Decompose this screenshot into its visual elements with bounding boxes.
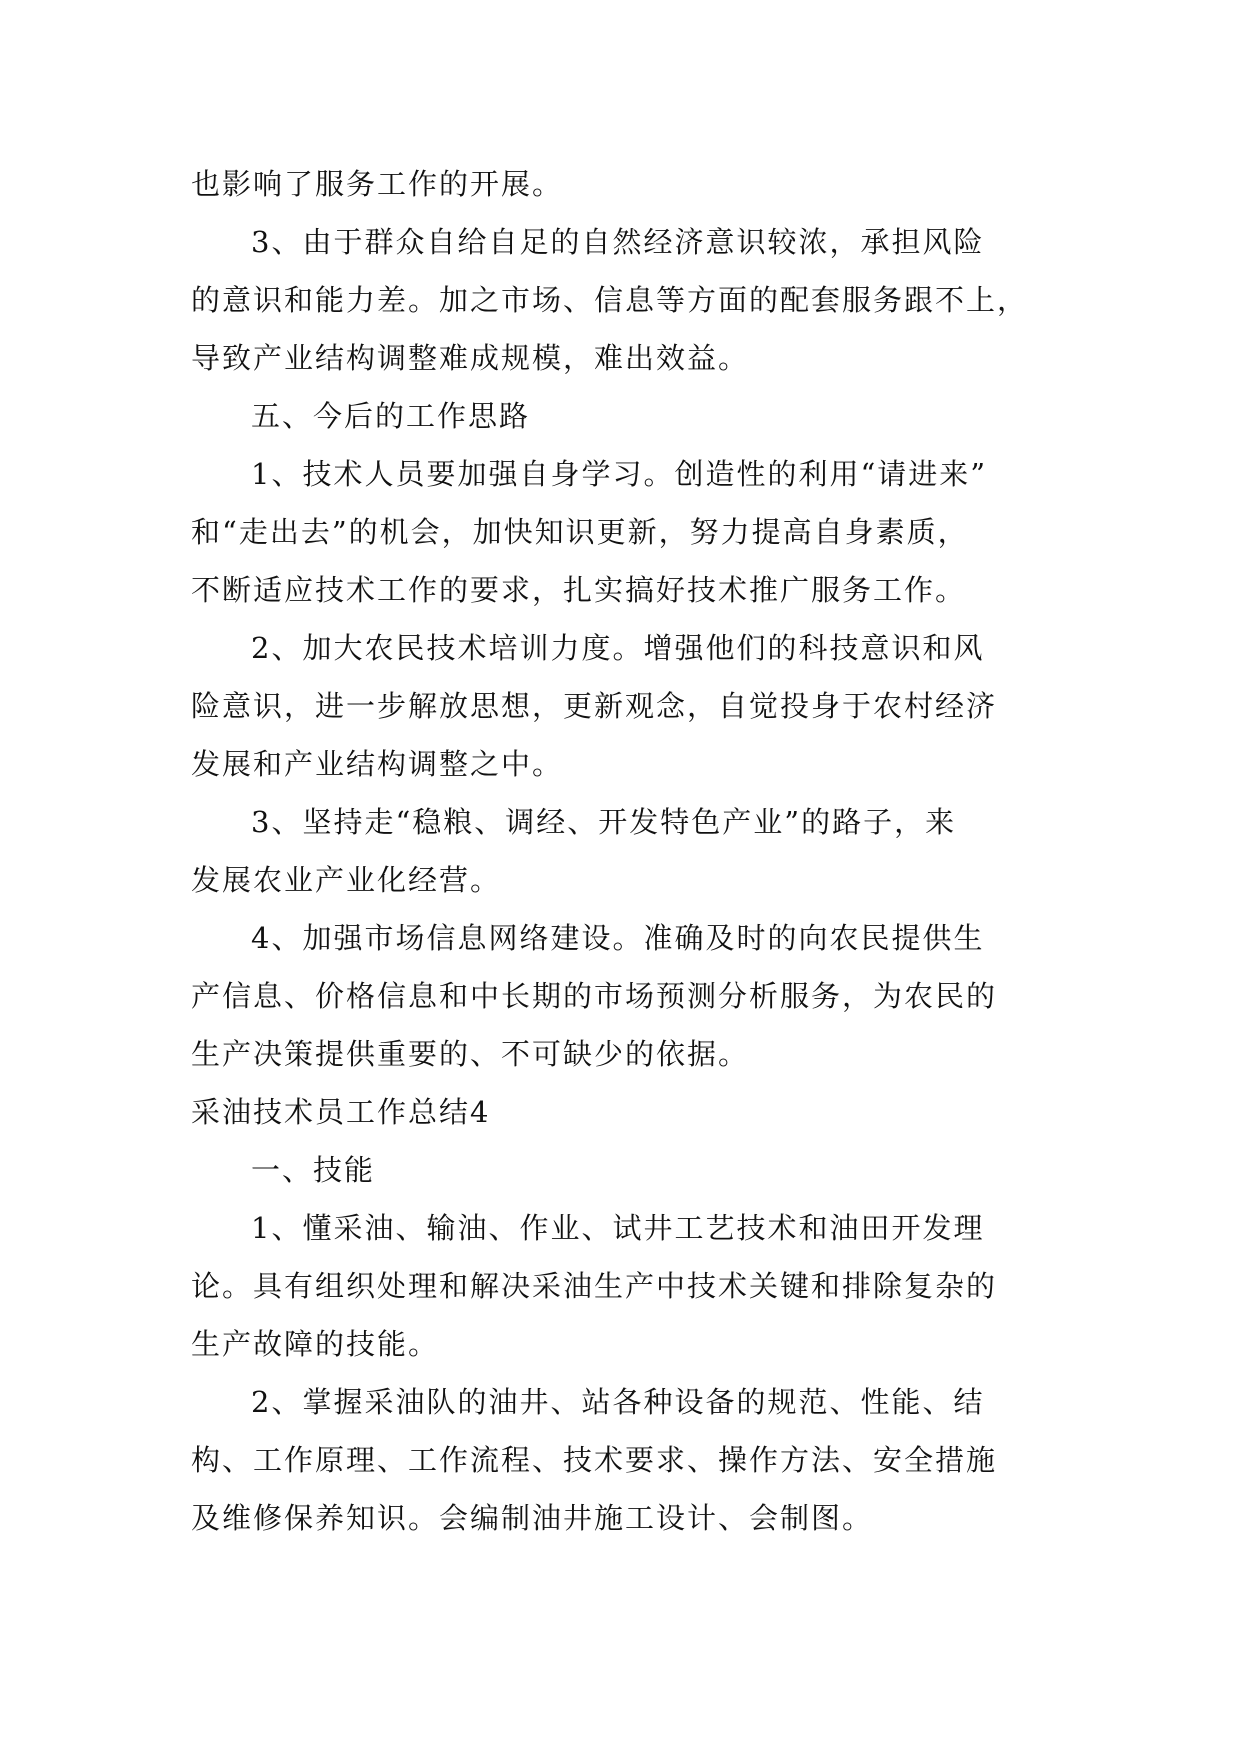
text-line: 论。具有组织处理和解决采油生产中技术关键和排除复杂的 bbox=[191, 1269, 998, 1303]
text-line: 生产决策提供重要的、不可缺少的依据。 bbox=[191, 1037, 750, 1071]
document-title: 采油技术员工作总结4 bbox=[191, 1095, 491, 1129]
text-line: 发展农业产业化经营。 bbox=[191, 863, 502, 897]
text-line: 导致产业结构调整难成规模，难出效益。 bbox=[191, 341, 750, 375]
section-heading: 一、技能 bbox=[251, 1153, 376, 1187]
text-line: 1、懂采油、输油、作业、试井工艺技术和油田开发理 bbox=[251, 1211, 985, 1245]
section-heading: 五、今后的工作思路 bbox=[251, 399, 531, 433]
text-line: 发展和产业结构调整之中。 bbox=[191, 747, 564, 781]
text-line: 构、工作原理、工作流程、技术要求、操作方法、安全措施 bbox=[191, 1443, 998, 1477]
text-line: 产信息、价格信息和中长期的市场预测分析服务，为农民的 bbox=[191, 979, 998, 1013]
text-line: 2、加大农民技术培训力度。增强他们的科技意识和风 bbox=[251, 631, 985, 665]
text-line: 2、掌握采油队的油井、站各种设备的规范、性能、结 bbox=[251, 1385, 985, 1419]
text-line: 4、加强市场信息网络建设。准确及时的向农民提供生 bbox=[251, 921, 985, 955]
text-line: 生产故障的技能。 bbox=[191, 1327, 440, 1361]
text-line: 和“走出去”的机会，加快知识更新，努力提高自身素质， bbox=[191, 515, 969, 549]
text-line: 不断适应技术工作的要求，扎实搞好技术推广服务工作。 bbox=[191, 573, 967, 607]
text-line: 3、坚持走“稳粮、调经、开发特色产业”的路子，来 bbox=[251, 805, 957, 839]
text-line: 3、由于群众自给自足的自然经济意识较浓，承担风险 bbox=[251, 225, 985, 259]
text-line: 的意识和能力差。加之市场、信息等方面的配套服务跟不上， bbox=[191, 283, 1029, 317]
document-body bbox=[191, 155, 1051, 1547]
text-line: 及维修保养知识。会编制油井施工设计、会制图。 bbox=[191, 1501, 874, 1535]
text-line: 也影响了服务工作的开展。 bbox=[191, 167, 564, 201]
text-line: 1、技术人员要加强自身学习。创造性的利用“请进来” bbox=[251, 457, 988, 491]
text-line: 险意识，进一步解放思想，更新观念，自觉投身于农村经济 bbox=[191, 689, 998, 723]
